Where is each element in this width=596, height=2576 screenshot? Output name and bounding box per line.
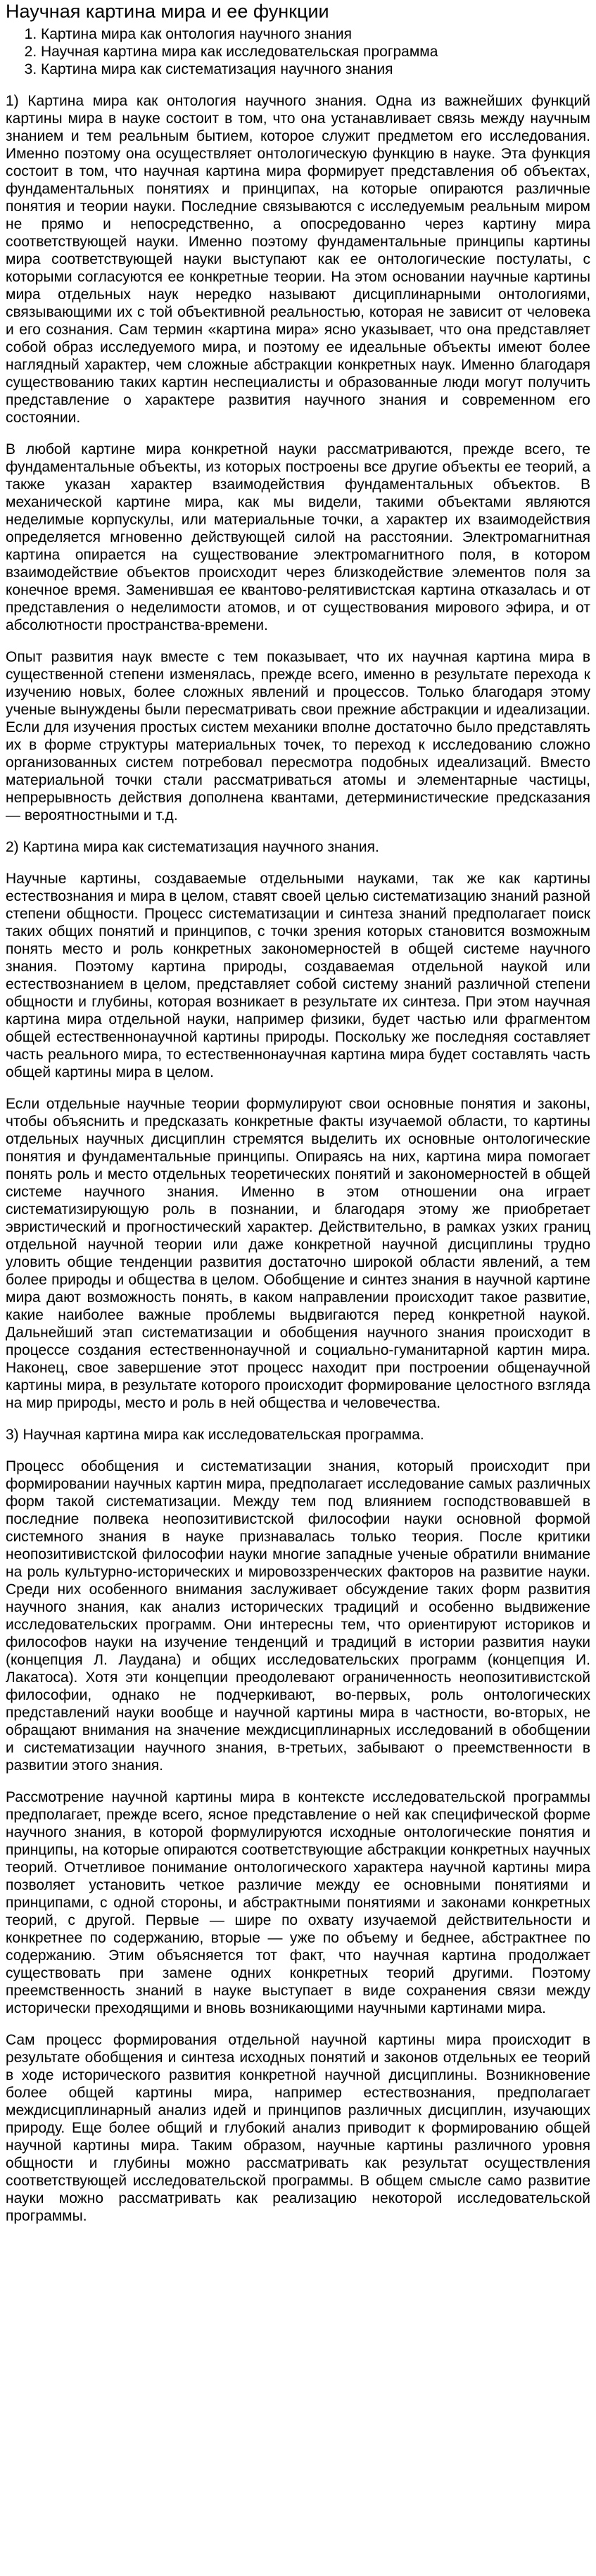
- table-of-contents: [6, 25, 590, 78]
- toc-item[interactable]: [41, 43, 590, 61]
- body-paragraph: Сам процесс формирования отдельной научной картины мира происходит в результате обобщения и синтеза исходных понятий и законов отдельных ее теорий в ходе исторического развития конкретной научной дисциплины. Возникновение более общей картины мира, например естествознания, предполагает междисциплинарный анализ идей и принципов различных дисциплин, изучающих природу. Еще более общий и глубокий анализ приводит к формированию общей научной картины мира. Таким образом, научные картины различного уровня общности и глубины можно рассматривать как результат осуществления соответствующей исследовательской программы. В общем смысле само развитие науки можно рассматривать как реализацию некоторой исследовательской программы.: [6, 2032, 590, 2224]
- toc-item[interactable]: [41, 61, 590, 78]
- body-paragraph: Рассмотрение научной картины мира в контексте исследовательской программы предполагает, прежде всего, ясное представление о ней как специфической форме научного знания, в которой формулируются исходные онтологические понятия и принципы, на которые опираются соответствующие абстракции конкретных научных теорий. Отчетливое понимание онтологического характера научной картины мира позволяет установить четкое различие между ее основными понятиями и принципами, с одной стороны, и абстрактными понятиями и законами конкретных теорий, с другой. Первые — шире по охвату изучаемой действительности и конкретнее по содержанию, вторые — уже по объему и беднее, абстрактнее по содержанию. Этим объясняется тот факт, что научная картина продолжает существовать при замене одних конкретных теорий другими. Поэтому преемственность знаний в науке выступает в виде сохранения связи между исторически преходящими и вновь возникающими научными картинами мира.: [6, 1789, 590, 2016]
- section-3-heading: 3) Научная картина мира как исследовательская программа.: [6, 1427, 424, 1443]
- page-title: Научная картина мира и ее функции: [6, 1, 329, 22]
- toc-item[interactable]: [41, 25, 590, 43]
- toc-item-label[interactable]: Научная картина мира как исследовательская программа: [41, 44, 438, 60]
- body-paragraph: Процесс обобщения и систематизации знания, который происходит при формировании научных картин мира, предполагает исследование самых различных форм такой систематизации. Между тем под влиянием господствовавшей в последние полвека неопозитивистской философии науки основной формой системного знания в науке признавалась только теория. После критики неопозитивистской философии науки многие западные ученые обратили внимание на роль культурно-исторических и мировоззренческих факторов на развитие науки. Среди них особенного внимания заслуживает обсуждение таких форм развития научного знания, как анализ исторических традиций и особенно выдвижение исследовательских программ. Они интересны тем, что ориентируют историков и философов науки на изучение тенденций и традиций в истории развития науки (концепция Л. Лаудана) и общих исследовательских программ (концепция И. Лакатоса). Хотя эти концепции преодолевают ограниченность неопозитивистской философии, однако не подчеркивают, во-первых, роль онтологических представлений науки вообще и научной картины мира в частности, во-вторых, не обращают внимания на значение междисциплинарных исследований в обобщении и систематизации научного знания, в-третьих, забывают о преемственности в развитии этого знания.: [6, 1458, 590, 1774]
- body-paragraph: Научные картины, создаваемые отдельными науками, так же как картины естествознания и мира в целом, ставят своей целью систематизацию знаний разной степени общности. Процесс систематизации и синтеза знаний предполагает поиск таких общих понятий и принципов, с точки зрения которых становится возможным понять место и роль конкретных закономерностей в общей системе научного знания. Поэтому картина природы, создаваемая отдельной наукой или естествознанием в целом, представляет собой систему знаний различной степени общности и глубины, которая возникает в результате их синтеза. При этом научная картина мира отдельной науки, например физики, будет частью или фрагментом общей естественнонаучной картины природы. Поскольку же последняя составляет часть реального мира, то естественнонаучная картина мира будет составлять часть общей картины мира в целом.: [6, 871, 590, 1080]
- toc-item-label[interactable]: Картина мира как систематизация научного знания: [41, 61, 393, 77]
- section-2-heading: 2) Картина мира как систематизация научного знания.: [6, 839, 379, 855]
- body-paragraph: Опыт развития наук вместе с тем показывает, что их научная картина мира в существенной степени изменялась, прежде всего, именно в результате перехода к изучению новых, более сложных явлений и процессов. Только благодаря этому ученые вынуждены были пересматривать свои прежние абстракции и идеализации. Если для изучения простых систем механики вполне достаточно было представлять их в форме структуры материальных точек, то переход к исследованию сложно организованных систем потребовал пересмотра подобных идеализаций. Вместо материальной точки стали рассматриваться атомы и элементарные частицы, непрерывность действия дополнена квантами, детерминистические предсказания — вероятностными и т.д.: [6, 649, 590, 823]
- body-paragraph: В любой картине мира конкретной науки рассматриваются, прежде всего, те фундаментальные объекты, из которых построены все другие объекты ее теорий, а также указан характер взаимодействия фундаментальных объектов. В механической картине мира, как мы видели, такими объектами являются неделимые корпускулы, или материальные точки, а характер их взаимодействия определяется мгновенно действующей силой на расстоянии. Электромагнитная картина опирается на существование электромагнитного поля, в котором взаимодействие объектов происходит через близкодействие элементов поля за конечное время. Заменившая ее квантово-релятивистская картина отказалась и от представления о неделимости атомов, и от существования мирового эфира, и от абсолютности пространства-времени.: [6, 441, 590, 633]
- section-1-paragraph: 1) Картина мира как онтология научного знания. Одна из важнейших функций картины мира в науке состоит в том, что она устанавливает связь между научным знанием и тем реальным бытием, которое служит предметом его исследования. Именно поэтому она осуществляет онтологическую функцию в науке. Эта функция состоит в том, что научная картина мира формирует представления об объектах, фундаментальных понятиях и принципах, на которые опираются различные понятия и теории науки. Последние связываются с исследуемым реальным миром не прямо и непосредственно, а опосредованно через картину мира соответствующей науки. Именно поэтому фундаментальные принципы картины мира соответствующей науки выступают как ее онтологические постулаты, с которыми согласуются ее конкретные теории. На этом основании научные картины мира отдельных наук нередко называют дисциплинарными онтологиями, связывающими их с той объективной реальностью, которая не зависит от человека и его сознания. Сам термин «картина мира» ясно указывает, что она представляет собой образ исследуемого мира, и поэтому ее идеальные объекты имеют более наглядный характер, чем сложные абстракции конкретных наук. Именно благодаря существованию таких картин неспециалисты и образованные люди могут получить представление о характере развития научного знания и современном его состоянии.: [6, 93, 590, 426]
- body-paragraph: Если отдельные научные теории формулируют свои основные понятия и законы, чтобы объяснить и предсказать конкретные факты изучаемой области, то картины отдельных научных дисциплин стремятся выделить их основные онтологические понятия и фундаментальные принципы. Опираясь на них, картина мира помогает понять роль и место отдельных теоретических понятий и закономерностей в общей системе научного знания. Именно в этом отношении она играет систематизирующую роль в познании, и благодаря этому же приобретает эвристический и прогностический характер. Действительно, в рамках узких границ отдельной научной теории или даже конкретной научной дисциплины трудно уловить общие тенденции развития достаточно широкой области явлений, а тем более природы и общества в целом. Обобщение и синтез знания в научной картине мира дают возможность понять, в каком направлении происходит такое развитие, какие наиболее важные проблемы выдвигаются перед конкретной наукой. Дальнейший этап систематизации и обобщения научного знания происходит в процессе создания естественнонаучной и социально-гуманитарной картин мира. Наконец, свое завершение этот процесс находит при построении общенаучной картины мира, в результате которого происходит формирование целостного взгляда на мир природы, место и роль в ней общества и человечества.: [6, 1096, 590, 1411]
- toc-item-label[interactable]: Картина мира как онтология научного знания: [41, 26, 353, 42]
